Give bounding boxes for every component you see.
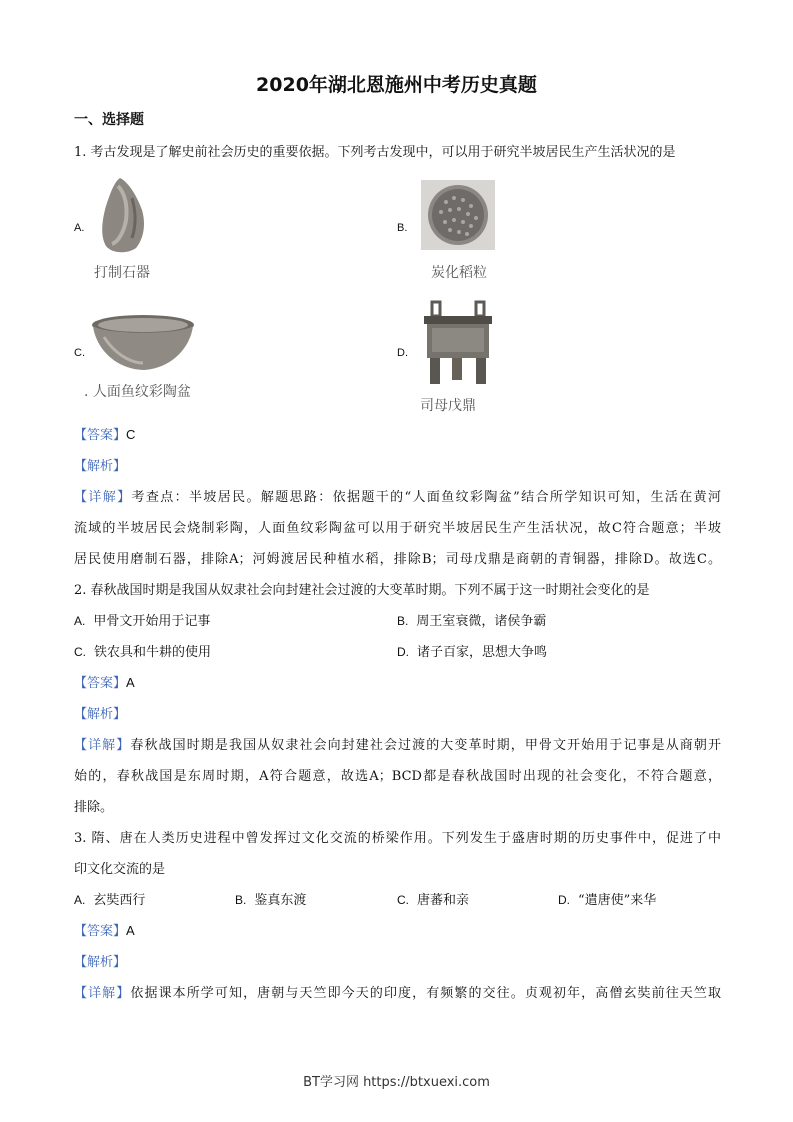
q1-option-a-caption: 打制石器 bbox=[94, 265, 150, 281]
detail-tag: 【详解】 bbox=[74, 738, 131, 753]
answer-tag: 【答案】 bbox=[74, 676, 127, 691]
choice-key: B. bbox=[397, 614, 409, 628]
answer-value: A bbox=[126, 675, 135, 690]
q1-option-b-label: B. bbox=[397, 222, 408, 234]
choice-key: C. bbox=[74, 645, 86, 659]
choice-text: 唐蕃和亲 bbox=[417, 893, 470, 908]
q1-option-c-label: C. bbox=[74, 347, 85, 359]
choice-text: “遣唐使”来华 bbox=[578, 893, 657, 908]
q3-stem-line-1: 3. 隋、唐在人类历史进程中曾发挥过文化交流的桥梁作用。下列发生于盛唐时期的历史事件中，促进了中 bbox=[74, 831, 721, 846]
choice-text: 甲骨文开始用于记事 bbox=[93, 614, 211, 629]
q1-detail-line-1 bbox=[74, 486, 721, 505]
answer-tag: 【答案】 bbox=[74, 924, 127, 939]
q2-detail-line-1 bbox=[74, 734, 721, 753]
q1-option-c-caption: . 人面鱼纹彩陶盆 bbox=[84, 384, 191, 400]
q1-analysis-tag: 【解析】 bbox=[74, 459, 127, 474]
q1-answer bbox=[74, 424, 135, 443]
choice-text: 周王室衰微，诸侯争霸 bbox=[416, 614, 547, 629]
choice-text: 诸子百家，思想大争鸣 bbox=[417, 645, 548, 660]
q1-detail-line-3: 居民使用磨制石器，排除A；河姆渡居民种植水稻，排除B；司母戊鼎是商朝的青铜器，排除D。故选C。 bbox=[74, 552, 721, 567]
choice-text: 鉴真东渡 bbox=[254, 893, 307, 908]
q3-stem-line-2: 印文化交流的是 bbox=[74, 862, 166, 877]
q1-option-b-caption: 炭化稻粒 bbox=[431, 265, 487, 281]
choice-key: B. bbox=[235, 893, 247, 907]
detail-text: 春秋战国时期是我国从奴隶社会向封建社会过渡的大变革时期，甲骨文开始用于记事是从商朝开 bbox=[130, 738, 721, 753]
answer-tag: 【答案】 bbox=[74, 428, 127, 443]
stone-tool-icon bbox=[98, 176, 148, 256]
detail-text: 考查点：半坡居民。解题思路：依据题干的“人面鱼纹彩陶盆”结合所学知识可知，生活在黄河 bbox=[131, 490, 721, 505]
pottery-basin-icon bbox=[90, 313, 196, 373]
choice-text: 玄奘西行 bbox=[93, 893, 146, 908]
detail-tag: 【详解】 bbox=[74, 986, 131, 1001]
q2-choice-c bbox=[74, 641, 211, 660]
choice-key: D. bbox=[397, 645, 409, 659]
detail-tag: 【详解】 bbox=[74, 490, 132, 505]
rice-grain-icon bbox=[421, 180, 495, 250]
bronze-ding-icon bbox=[420, 300, 496, 386]
q1-stem: 1. 考古发现是了解史前社会历史的重要依据。下列考古发现中，可以用于研究半坡居民生产生活状况的是 bbox=[74, 145, 676, 160]
q1-option-d-label: D. bbox=[397, 347, 408, 359]
footer-watermark[interactable] bbox=[0, 1071, 793, 1090]
choice-key: A. bbox=[74, 893, 86, 907]
q3-choice-c bbox=[397, 889, 469, 908]
page-title: 2020年湖北恩施州中考历史真题 bbox=[256, 74, 537, 96]
q3-detail-line-1 bbox=[74, 982, 721, 1001]
q3-answer bbox=[74, 920, 135, 939]
q1-option-a-label: A. bbox=[74, 222, 85, 234]
choice-text: 铁农具和牛耕的使用 bbox=[94, 645, 212, 660]
choice-key: C. bbox=[397, 893, 409, 907]
answer-value: C bbox=[126, 427, 136, 442]
q2-detail-line-3: 排除。 bbox=[74, 800, 114, 815]
q2-choice-d bbox=[397, 641, 547, 660]
q2-choice-b bbox=[397, 610, 546, 629]
q2-choice-a bbox=[74, 610, 210, 629]
q3-choice-d bbox=[558, 889, 656, 908]
q3-choice-b bbox=[235, 889, 306, 908]
answer-value: A bbox=[126, 923, 135, 938]
q3-analysis-tag: 【解析】 bbox=[74, 955, 127, 970]
q2-stem: 2. 春秋战国时期是我国从奴隶社会向封建社会过渡的大变革时期。下列不属于这一时期社会变化的是 bbox=[74, 583, 650, 598]
choice-key: D. bbox=[558, 893, 570, 907]
q3-choice-a bbox=[74, 889, 145, 908]
choice-key: A. bbox=[74, 614, 86, 628]
q1-option-d-caption: 司母戊鼎 bbox=[420, 398, 476, 414]
footer-text: BT学习网 https://btxuexi.com bbox=[303, 1075, 490, 1090]
q2-detail-line-2: 始的，春秋战国是东周时期，A符合题意，故选A；BCD都是春秋战国时出现的社会变化，不符合题意， bbox=[74, 769, 721, 784]
q2-analysis-tag: 【解析】 bbox=[74, 707, 127, 722]
q1-detail-line-2: 流域的半坡居民会烧制彩陶，人面鱼纹彩陶盆可以用于研究半坡居民生产生活状况，故C符合题意；半坡 bbox=[74, 521, 721, 536]
detail-text: 依据课本所学可知，唐朝与天竺即今天的印度，有频繁的交往。贞观初年，高僧玄奘前往天竺取 bbox=[130, 986, 721, 1001]
section-heading: 一、选择题 bbox=[74, 112, 144, 128]
q2-answer bbox=[74, 672, 135, 691]
